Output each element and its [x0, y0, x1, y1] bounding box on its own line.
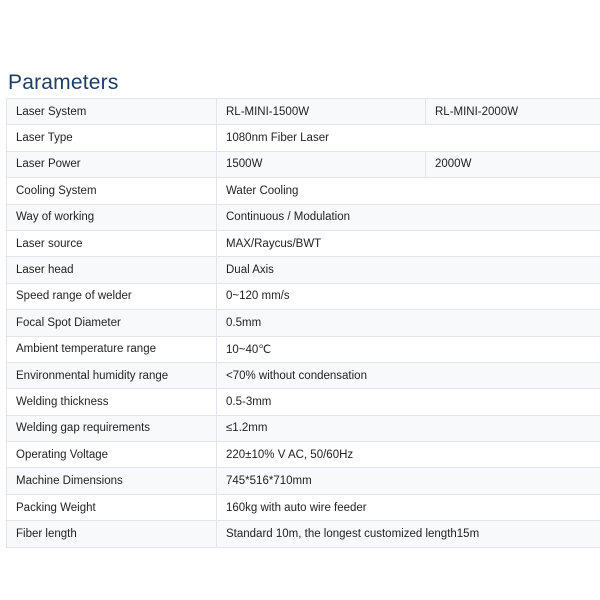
table-row [7, 230, 600, 256]
table-row [7, 521, 600, 547]
parameter-value-cell-1: 0.5-3mm [217, 389, 600, 415]
table-row [7, 283, 600, 309]
parameter-label-cell: Speed range of welder [7, 283, 217, 309]
table-row [7, 389, 600, 415]
table-row [7, 336, 600, 362]
table-row [7, 415, 600, 441]
parameter-value-cell-1: ≤1.2mm [217, 415, 600, 441]
parameters-table [6, 98, 600, 548]
parameter-label-cell: Operating Voltage [7, 442, 217, 468]
parameter-value-cell-1: 10~40℃ [217, 336, 600, 362]
parameter-label-cell: Environmental humidity range [7, 362, 217, 388]
parameter-value-cell-1: 220±10% V AC, 50/60Hz [217, 442, 600, 468]
table-row [7, 125, 600, 151]
parameter-label-cell: Laser Type [7, 125, 217, 151]
table-row [7, 151, 600, 177]
parameter-value-cell-1: MAX/Raycus/BWT [217, 230, 600, 256]
parameter-label-cell: Packing Weight [7, 494, 217, 520]
parameter-value-cell-1: <70% without condensation [217, 362, 600, 388]
parameter-label-cell: Ambient temperature range [7, 336, 217, 362]
parameter-label-cell: Laser source [7, 230, 217, 256]
table-row [7, 99, 600, 125]
table-row [7, 257, 600, 283]
parameter-value-cell-1: RL-MINI-1500W [217, 99, 426, 125]
parameter-label-cell: Laser head [7, 257, 217, 283]
parameter-label-cell: Laser Power [7, 151, 217, 177]
page-title: Parameters [8, 71, 119, 95]
parameter-label-cell: Cooling System [7, 178, 217, 204]
parameter-value-cell-1: 0.5mm [217, 310, 600, 336]
table-row [7, 468, 600, 494]
parameter-value-cell-2: 2000W [426, 151, 600, 177]
parameter-value-cell-1: 1500W [217, 151, 426, 177]
parameter-value-cell-1: Water Cooling [217, 178, 600, 204]
parameter-value-cell-1: 745*516*710mm [217, 468, 600, 494]
parameter-label-cell: Welding gap requirements [7, 415, 217, 441]
parameter-value-cell-1: Continuous / Modulation [217, 204, 600, 230]
parameter-value-cell-1: 1080nm Fiber Laser [217, 125, 600, 151]
parameter-value-cell-1: 160kg with auto wire feeder [217, 494, 600, 520]
parameter-label-cell: Welding thickness [7, 389, 217, 415]
table-row [7, 310, 600, 336]
parameters-table-body [7, 99, 600, 548]
table-row [7, 442, 600, 468]
parameter-label-cell: Fiber length [7, 521, 217, 547]
table-row [7, 494, 600, 520]
table-row [7, 204, 600, 230]
parameter-value-cell-1: Dual Axis [217, 257, 600, 283]
table-row [7, 362, 600, 388]
parameter-value-cell-1: Standard 10m, the longest customized length15m [217, 521, 600, 547]
parameter-label-cell: Laser System [7, 99, 217, 125]
parameter-label-cell: Way of working [7, 204, 217, 230]
parameter-value-cell-2: RL-MINI-2000W [426, 99, 600, 125]
table-row [7, 178, 600, 204]
parameter-value-cell-1: 0~120 mm/s [217, 283, 600, 309]
parameter-label-cell: Focal Spot Diameter [7, 310, 217, 336]
parameter-label-cell: Machine Dimensions [7, 468, 217, 494]
